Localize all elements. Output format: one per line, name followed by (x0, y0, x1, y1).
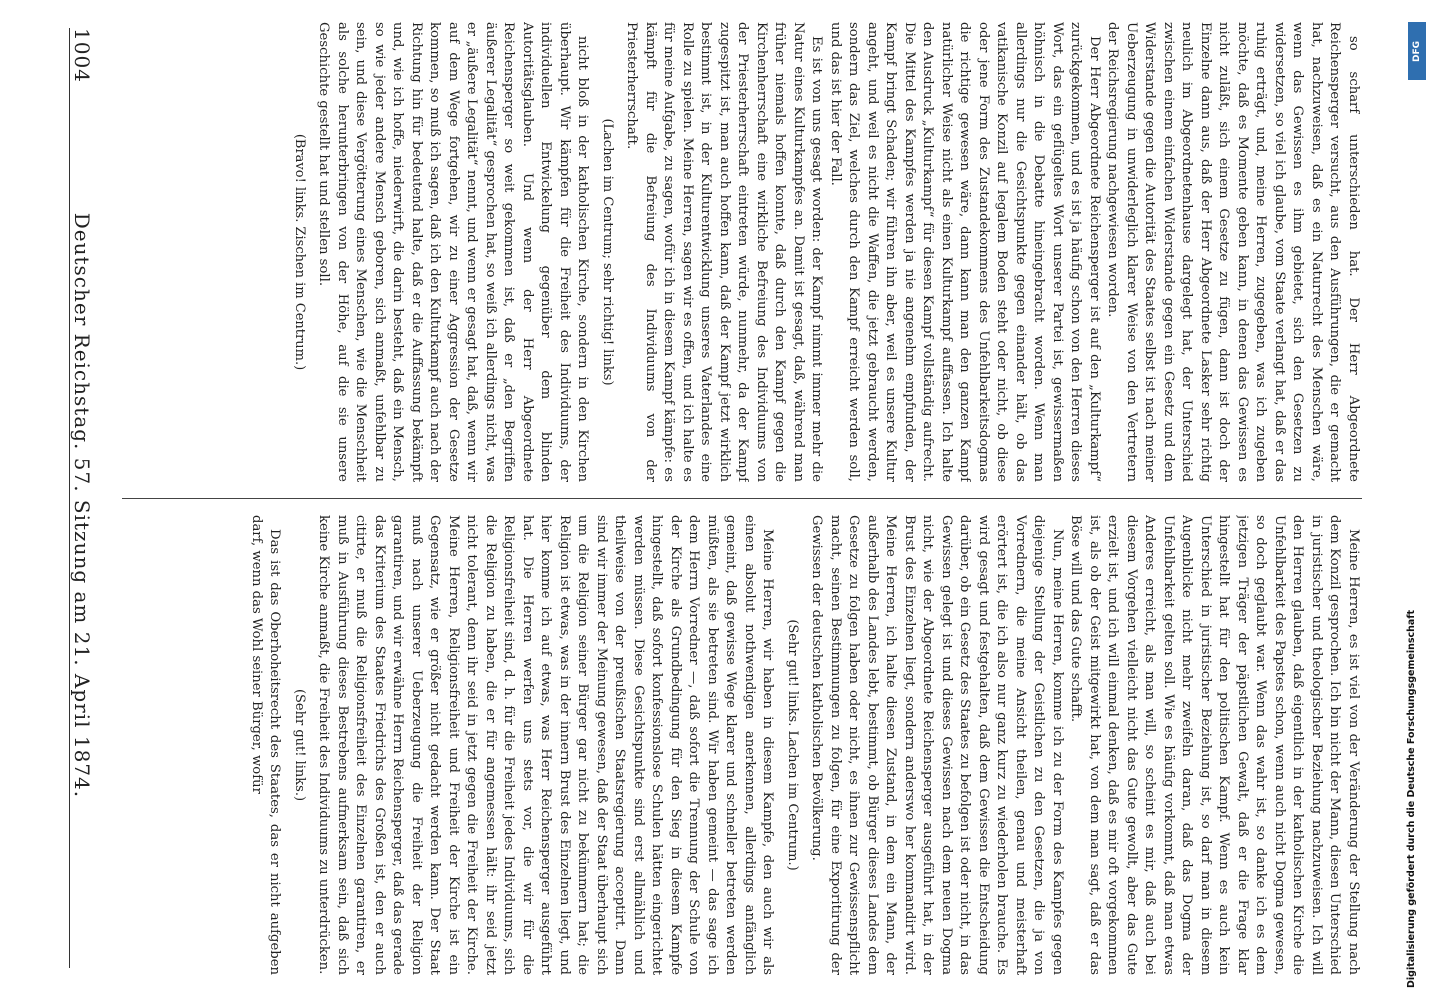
paragraph: Meine Herren, es ist viel von der Veränderung der Stellung nach dem Konzil gesprochen. Ich bin nicht der Mann, diesen Unterschied in juristischer und theologischer Beziehung nachzuweisen. Ich will den Herren glauben, daß eigentlich in der katholischen Kirche die Unfehlbarkeit des Papstes schon, wenn auch nicht Dogma gewesen, so doch geglaubt war. Wenn das wahr ist, so danke ich es dem jetzigen Träger der päpstlichen Gewalt, daß er die Frage klar hingestellt hat für den politischen Kampf. Wenn es auch kein Unterschied in juristischer Beziehung ist, so darf man in diesem Augenblicke nicht mehr zweifeln daran, daß das Dogma der Unfehlbarkeit gelten soll. Wie es häufig vorkommt, daß man etwas Anderes erreicht, als man will, so scheint es mir, daß auch bei diesem Vorgehen vielleicht nicht das Gute gewollt, aber das Gute erzielt ist, und ich will einmal denken, daß es mir oft vorgekommen ist, als ob der Geist mitgewirkt hat, von dem man sagt, daß er das Böse will und das Gute schafft. (1068, 515, 1361, 975)
text-column-left (122, 22, 1362, 482)
paragraph: so scharf unterschieden hat. Der Herr Abgeordnete Reichensperger versucht, aus den Ausführungen, die er gemacht hat, nachzuweisen, daß es ein Naturrecht des Menschen wäre, wenn das Gewissen es ihm gebietet, sich den Gesetzen zu widersetzen, so viel ich glaube, vom Staate verlangt hat, daß er das ruhig erträgt, und, meine Herren, zugegeben, was ich zugeben möchte, daß es Momente geben kann, in denen das Gewissen es nicht zuläßt, sich einem Gesetze zu fügen, dann ist doch der Einzelne dann aus, daß der Herr Abgeordnete Lasker sehr richtig neulich im Abgeordnetenhause dargelegt hat, der Unterschied zwischen einem einfachen Widerstande gegen ein Gesetz und dem Widerstande gegen die Autorität des Staates selbst ist nach meiner Ueberzeugung in unwiderleglich klarer Weise von den Vertretern der Reichsregierung nachgewiesen worden. (1105, 22, 1361, 482)
running-title: Deutscher Reichstag. 57. Sitzung am 21. April 1874. (70, 212, 94, 799)
reaction-note: (Bravo! links. Zischen im Centrum.) (292, 133, 307, 371)
paragraph: Der Herr Abgeordnete Reichensperger ist auf den „Kulturkampf“ zurückgekommen, und es ist ja häufig schon von den Herren dieses Wort, das ein geflügeltes Wort unserer Partei ist, gewissermaßen höhnisch in die Debatte hineingebracht worden. Wenn man allerdings nur die Gesichtspunkte gegen einander hält, ob das vatikanische Konzil auf legalem Boden steht oder nicht, ob diese oder jene Form des Zustandekommens des Unfehlbarkeitsdogmas die richtige gewesen wäre, dann kann man den ganzen Kampf natürlicher Weise nicht als einen Kulturkampf auffassen. Ich halte den Ausdruck „Kulturkampf“ für diesen Kampf vollständig aufrecht. Die Mittel des Kampfes werden ja nie angenehm empfunden, der Kampf bringt Schaden; wir führen ihn aber, weil es unsere Kultur angeht, und weil es nicht die Waffen, die jetzt gebraucht werden, sondern das Ziel, welches durch den Kampf erreicht werden soll, und das ist hier der Fall. (828, 22, 1102, 482)
paragraph: Nun, meine Herren, komme ich zu der Form des Kampfes gegen diejenige Stellung der Geistlichen zu den Gesetzen, die ja von Vorrednern, die meine Ansicht theilen, genau und meisterhaft erörtert ist, die ich also nur ganz kurz zu wiederholen brauche. Es wird gesagt und festgehalten, daß dem Gewissen die Entscheidung darüber, ob ein Gesetz des Staates zu befolgen ist oder nicht, in das Gewissen gelegt ist und dieses Gewissen nach dem neuen Dogma nicht, wie der Abgeordnete Reichensperger ausgeführt hat, in der Brust des Einzelnen liegt, sondern anderswo her kommandirt wird. Meine Herren, ich halte diesen Zustand, in dem ein Mann, der außerhalb des Landes lebt, bestimmt, ob Bürger dieses Landes dem Gesetze zu folgen haben oder nicht, es ihnen zur Gewissenspflicht macht, seinen Bestimmungen zu folgen, für eine Exporitirung der Gewissen der deutschen katholischen Bevölkerung. (809, 515, 1065, 975)
paragraph: Es ist von uns gesagt worden: der Kampf nimmt immer mehr die Natur eines Kulturkampfes an. Damit ist gesagt, daß, während man früher niemals hoffen konnte, daß durch den Kampf gegen die Kirchenherrschaft eine wirkliche Befreiung des Individuums von der Priesterherrschaft eintreten würde, nunmehr, da der Kampf zugespitzt ist, man auch hoffen kann, daß der Kampf jetzt wirklich bestimmt ist, in der Kulturentwicklung unseres Vaterlandes eine Rolle zu spielen. Meine Herren, sagen wir es offen, und ich halte es für meine Aufgabe, zu sagen, wofür ich in diesem Kampf kämpfe: es kämpft für die Befreiung des Individuums von der Priesterherrschaft. (624, 22, 825, 482)
reaction-note: (Lachen im Centrum; sehr richtig! links) (600, 118, 615, 386)
text-column-right (122, 515, 1362, 975)
page-number: 1004 (70, 28, 94, 83)
page-header (69, 28, 110, 968)
column-divider (122, 498, 1362, 499)
paragraph: Meine Herren, wir haben in diesem Kampfe, den auch wir als einen absolut nothwendigen anerkennen, allerdings anfänglich gemeint, daß gewisse Wege klarer und schneller betreten werden müßten, als sie betreten sind. Wir haben gemeint — das sage ich dem Herrn Vorredner —, daß sofort die Trennung der Schule von der Kirche als Grundbedingung für den Sieg in diesem Kampfe hingestellt, daß sofort konfessionslose Schulen hätten eingerichtet werden müssen. Diese Gesichtspunkte sind erst allmählich und theilweise von der preußischen Staatsregierung acceptirt. Dann sind wir immer der Meinung gewesen, daß der Staat überhaupt sich um die Religion seiner Bürger gar nicht zu bekümmern hat; die Religion ist etwas, was in der innern Brust des Einzelnen liegt, und hier komme ich auf etwas, was Herr Reichensperger ausgeführt hat. Die Herren werfen uns stets vor, die wir für die Religionsfreiheit sind, d. h. für die Freiheit jedes Individuums, sich die Religion zu haben, die er für angemessen hält: ihr seid jetzt nicht tolerant, denn ihr seid in jetzt gegen die Freiheit der Kirche. Meine Herren, Religionsfreiheit und Freiheit der Kirche ist ein Gegensatz, wie er größer nicht gedacht werden kann. Der Staat muß nach unserer Ueberzeugung die Freiheit der Religion garantiren, und wir erwähne Herrn Reichensperger, daß das gerade das Kriterium des Staates Friedrichs des Großen ist, den er auch citirte, er muß die Religionsfreiheit des Einzelnen garantiren, er muß in Ausführung dieses Bestrebens aufmerksam sein, daß sich keine Kirche anmaßt, die Freiheit des Individuums zu unterdrücken. (316, 515, 776, 975)
reaction-note: (Sehr gut! links.) (292, 688, 307, 802)
credit-text: Digitalisierung gefördert durch die Deutsche Forschungsgemeinschaft (1406, 610, 1417, 988)
digitization-credit (1406, 10, 1430, 990)
paragraph: nicht bloß in der katholischen Kirche, sondern in den Kirchen überhaupt. Wir kämpfen für die Freiheit des Individuums, der individuellen Entwickelung gegenüber dem blinden Autoritätsglauben. Und wenn der Herr Abgeordnete Reichensperger so weit gekommen ist, daß er „den Begriffen äußerer Legalität“ gesprochen hat, so weiß ich allerdings nicht, was er „äußere Legalität“ nennt, und wenn er gesagt hat, daß, wenn wir auf dem Wege fortgehen, wir zu einer Aggression der Gesetze kommen, so muß ich sagen, daß ich den Kulturkampf auch nach der Richtung hin für bedeutend halte, daß er die Auffassung bekämpft und, wie ich hoffe, niederwirft, die darin besteht, daß ein Mensch, so wie jeder andere Mensch geboren, sich anmaßt, unfehlbar zu sein, und diese Vergötterung eines Menschen, wie die Menschheit als solche herunterbringen von der Höhe, auf die sie unsere Geschichte gestellt hat und stellen soll. (316, 22, 591, 482)
dfg-logo: DFG (1408, 22, 1426, 80)
reaction-note: (Sehr gut! links. Lachen im Centrum.) (785, 619, 800, 871)
paragraph: Das ist das Oberhoheitsrecht des Staates, das er nicht aufgeben darf, wenn das Wohl seiner Bürger, wofür (249, 515, 283, 975)
